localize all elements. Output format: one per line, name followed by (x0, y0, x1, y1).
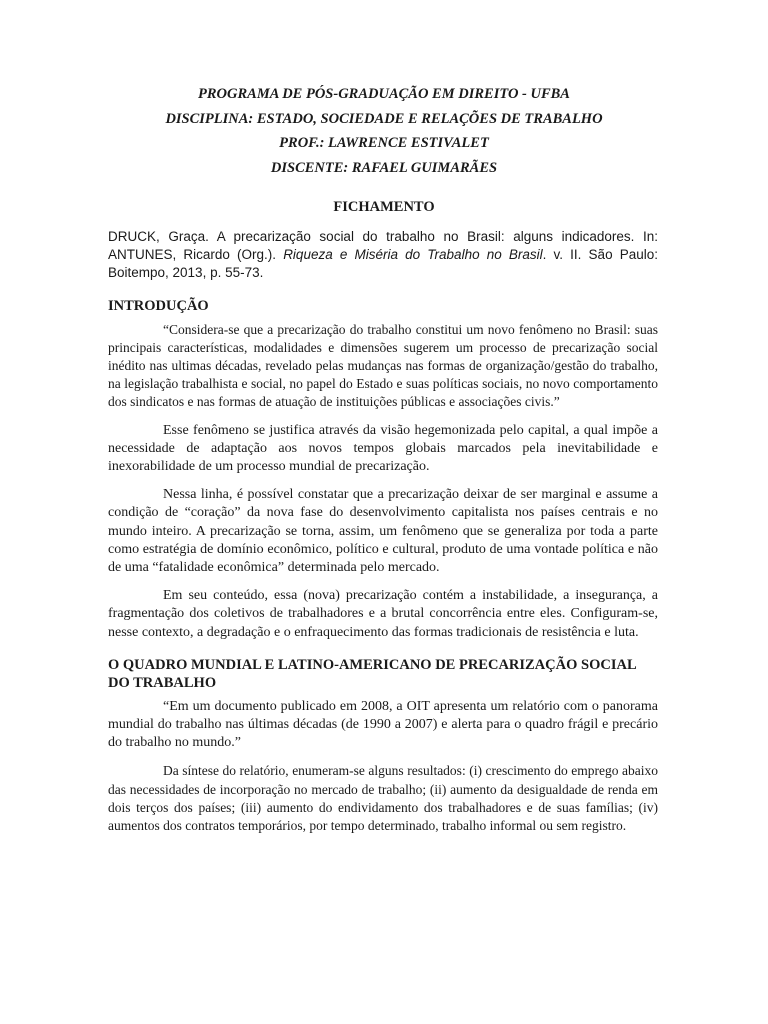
program-line: PROGRAMA DE PÓS-GRADUAÇÃO EM DIREITO - UFBA (198, 86, 570, 102)
section-heading-world-panorama: O QUADRO MUNDIAL E LATINO-AMERICANO DE PRECARIZAÇÃO SOCIAL DO TRABALHO (108, 656, 636, 691)
paragraph: Em seu conteúdo, essa (nova) precarização contém a instabilidade, a insegurança, a fragmentação dos coletivos de trabalhadores e a brutal concorrência entre eles. Configuram-se, nesse contexto, a degradação e o enfraquecimento das formas tradicionais de resistência e luta. (108, 588, 658, 640)
reference-text: DRUCK, Graça. A precarização social do trabalho no Brasil: alguns indicadores. In: ANTUNES, Ricardo (Org.). (108, 229, 658, 263)
paragraph: “Considera-se que a precarização do trabalho constitui um novo fenômeno no Brasil: suas principais características, modalidades e dimensões sugerem um processo de precarização social inédito nas ultimas décadas, revelado pelas mudanças nas formas de organização/gestão do trabalho, na legislação trabalhista e social, no papel do Estado e suas políticas sociais, no novo comportamento dos sindicatos e nas formas de atuação de instituições públicas e associações civis.” (108, 321, 658, 410)
document-header (0, 82, 768, 180)
document-title: FICHAMENTO (333, 199, 435, 215)
discipline-line: DISCIPLINA: ESTADO, SOCIEDADE E RELAÇÕES DE TRABALHO (165, 110, 603, 127)
paragraph: Da síntese do relatório, enumeram-se alguns resultados: (i) crescimento do emprego abaixo das necessidades de incorporação no mercado de trabalho; (ii) aumento da desigualdade de renda em dois terços dos países; (iii) aumento do endividamento dos trabalhadores e de suas famílias; (iv) aumentos dos contratos temporários, por tempo determinado, trabalho informal ou sem registro. (108, 763, 658, 834)
paragraph: Nessa linha, é possível constatar que a precarização deixar de ser marginal e assume a condição de “coração” da nova fase do desenvolvimento capitalista nos países centrais e no mundo inteiro. A precarização se torna, assim, um fenômeno que se generaliza por toda a parte como estratégia de domínio econômico, político e cultural, produto de uma vontade política e não de uma “fatalidade econômica” determinada pelo mercado. (108, 487, 658, 576)
student-line: DISCENTE: RAFAEL GUIMARÃES (270, 159, 498, 176)
document-body (108, 228, 658, 845)
reference-book-title: Riqueza e Miséria do Trabalho no Brasil (283, 247, 543, 263)
reference-publication: . v. II. São Paulo: Boitempo, 2013, p. 55-73. (108, 247, 658, 281)
paragraph: “Em um documento publicado em 2008, a OIT apresenta um relatório com o panorama mundial do trabalho nas últimas décadas (de 1990 a 2007) e alerta para o quadro frágil e precário do trabalho no mundo.” (108, 698, 658, 751)
paragraph: Esse fenômeno se justifica através da visão hegemonizada pelo capital, a qual impõe a necessidade de adaptação aos novos tempos globais marcados pela inevitabilidade e inexorabilidade de um processo mundial de precarização. (108, 422, 658, 475)
bibliographic-reference (108, 228, 658, 283)
section-heading-introduction: INTRODUÇÃO (108, 297, 209, 314)
professor-line: PROF.: LAWRENCE ESTIVALET (279, 135, 489, 151)
